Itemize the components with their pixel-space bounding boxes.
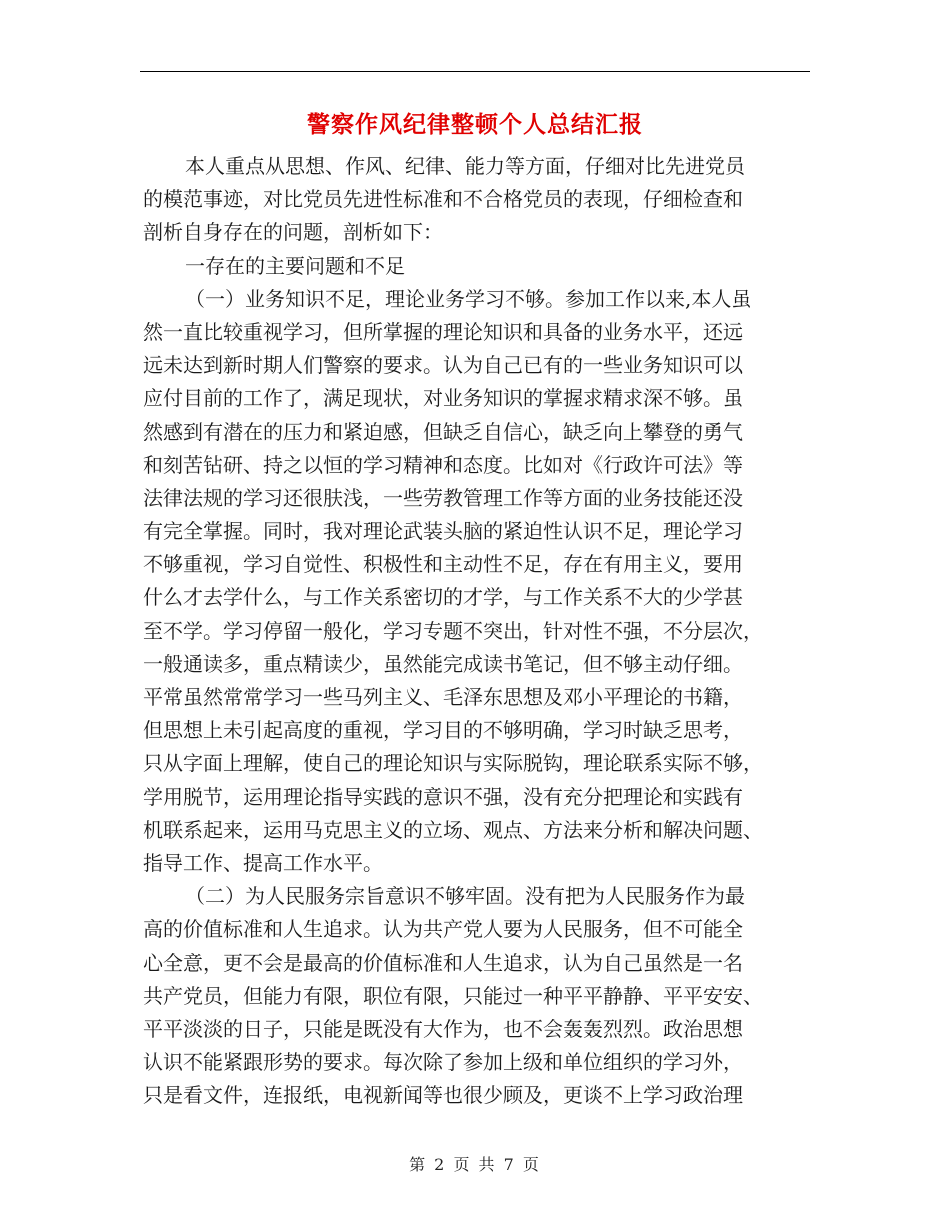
paragraph-line: （一）业务知识不足，理论业务学习不够。参加工作以来,本人虽 (185, 286, 752, 311)
paragraph-line: 然一直比较重视学习，但所掌握的理论知识和具备的业务水平，还远 (143, 319, 743, 344)
paragraph-line: 剖析自身存在的问题，剖析如下： (143, 220, 443, 245)
document-title: 警察作风纪律整顿个人总结汇报 (307, 112, 643, 138)
paragraph-line: 和刻苦钻研、持之以恒的学习精神和态度。比如对《行政许可法》等 (143, 452, 743, 477)
paragraph-line: 什么才去学什么，与工作关系密切的才学，与工作关系不大的少学甚 (143, 585, 743, 610)
paragraph-line: 不够重视，学习自觉性、积极性和主动性不足，存在有用主义，要用 (143, 552, 743, 577)
paragraph-line: 只从字面上理解，使自己的理论知识与实际脱钩，理论联系实际不够， (143, 751, 763, 776)
paragraph-line: 然感到有潜在的压力和紧迫感，但缺乏自信心，缺乏向上攀登的勇气 (143, 419, 743, 444)
paragraph-line: 的模范事迹，对比党员先进性标准和不合格党员的表现，仔细检查和 (143, 187, 743, 212)
paragraph-line: 但思想上未引起高度的重视，学习目的不够明确，学习时缺乏思考， (143, 718, 743, 743)
paragraph-line: 平常虽然常常学习一些马列主义、毛泽东思想及邓小平理论的书籍， (143, 685, 743, 709)
paragraph-line: 共产党员，但能力有限，职位有限，只能过一种平平静静、平平安安、 (143, 983, 763, 1008)
section-heading: 一存在的主要问题和不足 (185, 253, 405, 278)
paragraph-line: 应付目前的工作了，满足现状，对业务知识的掌握求精求深不够。虽 (143, 386, 743, 411)
paragraph-line: 本人重点从思想、作风、纪律、能力等方面，仔细对比先进党员 (185, 154, 745, 178)
paragraph-line: （二）为人民服务宗旨意识不够牢固。没有把为人民服务作为最 (185, 884, 745, 909)
paragraph-line: 平平淡淡的日子，只能是既没有大作为，也不会轰轰烈烈。政治思想 (143, 1016, 743, 1041)
paragraph-line: 指导工作、提高工作水平。 (143, 850, 383, 875)
paragraph-line: 高的价值标准和人生追求。认为共产党人要为人民服务，但不可能全 (143, 917, 743, 942)
paragraph-line: 机联系起来，运用马克思主义的立场、观点、方法来分析和解决问题、 (143, 817, 763, 842)
paragraph-line: 认识不能紧跟形势的要求。每次除了参加上级和单位组织的学习外， (143, 1050, 743, 1075)
paragraph-line: 学用脱节，运用理论指导实践的意识不强，没有充分把理论和实践有 (143, 784, 743, 809)
page-number-footer: 第 2 页 共 7 页 (409, 1155, 541, 1174)
header-rule (140, 71, 810, 72)
paragraph-line: 心全意，更不会是最高的价值标准和人生追求，认为自己虽然是一名 (143, 950, 743, 975)
paragraph-line: 一般通读多，重点精读少，虽然能完成读书笔记，但不够主动仔细。 (143, 651, 743, 676)
paragraph-line: 只是看文件，连报纸，电视新闻等也很少顾及，更谈不上学习政治理 (143, 1083, 743, 1108)
document-body (143, 150, 811, 1112)
paragraph-line: 远未达到新时期人们警察的要求。认为自己已有的一些业务知识可以 (143, 353, 743, 378)
paragraph-line: 法律法规的学习还很肤浅，一些劳教管理工作等方面的业务技能还没 (143, 485, 743, 510)
paragraph-line: 至不学。学习停留一般化，学习专题不突出，针对性不强，不分层次， (143, 618, 763, 643)
paragraph-line: 有完全掌握。同时，我对理论武装头脑的紧迫性认识不足，理论学习 (143, 519, 743, 544)
